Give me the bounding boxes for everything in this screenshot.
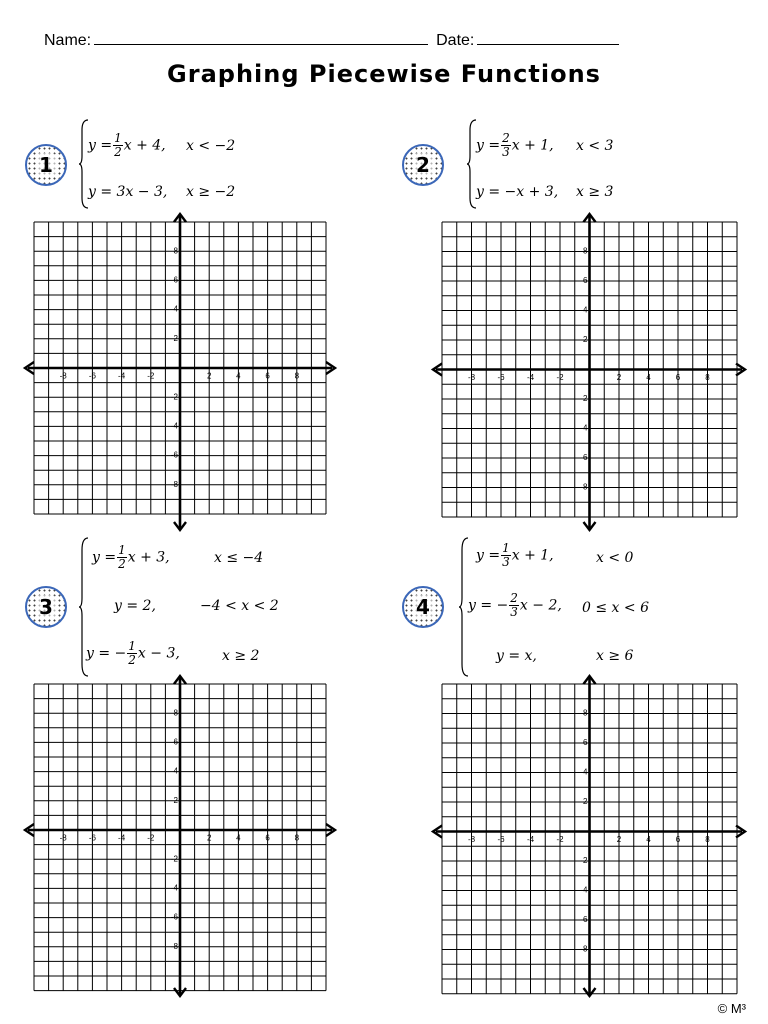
condition: x < 3 (576, 138, 614, 154)
x-tick-label: 4 (646, 835, 651, 845)
y-tick-label: 2 (583, 797, 588, 807)
y-tick-label: -6 (170, 912, 178, 922)
condition: x ≤ −4 (214, 550, 264, 566)
y-tick-label: -8 (170, 941, 178, 951)
x-tick-label: -8 (467, 373, 476, 383)
y-tick-label: -6 (170, 450, 178, 460)
x-tick-label: 2 (616, 835, 622, 845)
equation-piece: y = $\frac{2}{3}$ x + 1, (476, 131, 554, 159)
x-tick-label: -2 (556, 373, 564, 383)
equation-piece: y = 3x − 3, (88, 184, 168, 200)
problem-number-badge (402, 586, 444, 628)
coordinate-grid[interactable] (22, 674, 338, 998)
y-tick-label: 2 (173, 795, 178, 805)
x-tick-label: -6 (497, 373, 505, 383)
y-tick-label: 8 (583, 708, 588, 718)
y-tick-label: 8 (173, 246, 178, 256)
y-tick-label: 6 (173, 275, 178, 285)
y-tick-label: -4 (170, 421, 178, 431)
problem-number-badge (25, 144, 67, 186)
y-tick-label: -6 (580, 915, 588, 925)
problem-number: 3 (36, 595, 56, 619)
problem-number-badge (25, 586, 67, 628)
y-tick-label: -2 (580, 394, 588, 404)
x-tick-label: -2 (147, 371, 155, 381)
equation-piece: y = x, (496, 648, 537, 664)
y-tick-label: -4 (170, 883, 178, 893)
date-field[interactable] (477, 28, 619, 45)
date-label: Date: (436, 32, 475, 49)
y-tick-label: -8 (170, 479, 178, 489)
y-tick-label: 6 (583, 276, 588, 286)
y-tick-label: 4 (173, 304, 178, 314)
equation-piece: y = $\frac{1}{2}$ x + 4, (88, 131, 166, 159)
copyright-text: © M³ (717, 1001, 746, 1016)
y-tick-label: 2 (583, 335, 588, 345)
piecewise-system-2 (466, 118, 726, 210)
y-tick-label: -8 (580, 944, 588, 954)
y-tick-label: 4 (583, 305, 588, 315)
condition: x ≥ 6 (596, 648, 634, 664)
coordinate-grid[interactable] (22, 212, 338, 532)
y-tick-label: 6 (173, 737, 178, 747)
condition: −4 < x < 2 (200, 598, 279, 614)
x-tick-label: 2 (206, 371, 212, 381)
coordinate-grid[interactable] (430, 212, 748, 532)
condition: x < −2 (186, 138, 236, 154)
piecewise-system-3 (78, 536, 358, 678)
condition: x ≥ 3 (576, 184, 614, 200)
condition: x ≥ 2 (222, 648, 260, 664)
condition: x < 0 (596, 550, 634, 566)
coordinate-grid[interactable] (430, 674, 748, 998)
x-tick-label: -6 (88, 833, 96, 843)
x-tick-label: -8 (467, 835, 476, 845)
y-tick-label: -2 (170, 392, 178, 402)
y-tick-label: 6 (583, 738, 588, 748)
condition: 0 ≤ x < 6 (582, 600, 649, 616)
x-tick-label: 6 (265, 371, 270, 381)
page-title: Graphing Piecewise Functions (167, 60, 601, 88)
name-date-header (44, 28, 619, 50)
piecewise-system-4 (458, 536, 748, 678)
x-tick-label: 6 (675, 835, 681, 845)
x-tick-label: -4 (526, 835, 535, 845)
x-tick-label: 4 (236, 371, 241, 381)
x-tick-label: -4 (118, 371, 126, 381)
x-tick-label: -6 (497, 835, 505, 845)
x-tick-label: -6 (88, 371, 96, 381)
problem-number: 4 (413, 595, 433, 619)
y-tick-label: 4 (173, 766, 178, 776)
equation-piece: y = 2, (114, 598, 156, 614)
x-tick-label: -8 (59, 833, 67, 843)
x-tick-label: 2 (616, 373, 622, 383)
equation-piece: y = − $\frac{2}{3}$ x − 2, (468, 591, 562, 619)
y-tick-label: -4 (580, 885, 588, 895)
name-field[interactable] (94, 28, 428, 45)
x-tick-label: 6 (265, 833, 270, 843)
x-tick-label: -4 (118, 833, 126, 843)
x-tick-label: -2 (147, 833, 155, 843)
x-tick-label: 4 (646, 373, 651, 383)
x-tick-label: 4 (236, 833, 241, 843)
x-tick-label: -2 (556, 835, 564, 845)
condition: x ≥ −2 (186, 184, 236, 200)
y-tick-label: -6 (580, 453, 588, 463)
equation-piece: y = $\frac{1}{3}$ x + 1, (476, 541, 554, 569)
equation-piece: y = $\frac{1}{2}$ x + 3, (92, 543, 170, 571)
y-tick-label: -8 (580, 482, 588, 492)
problem-number: 2 (413, 153, 433, 177)
y-tick-label: 8 (583, 246, 588, 256)
x-tick-label: 8 (705, 373, 710, 383)
x-tick-label: -4 (526, 373, 535, 383)
x-tick-label: 8 (294, 833, 300, 843)
y-tick-label: -2 (170, 854, 178, 864)
piecewise-system-1 (78, 118, 338, 210)
x-tick-label: 8 (705, 835, 710, 845)
equation-piece: y = − $\frac{1}{2}$ x − 3, (86, 639, 180, 667)
equation-piece: y = −x + 3, (476, 184, 559, 200)
y-tick-label: -2 (580, 856, 588, 866)
x-tick-label: 6 (675, 373, 681, 383)
problem-number: 1 (36, 153, 56, 177)
x-tick-label: 8 (294, 371, 300, 381)
problem-number-badge (402, 144, 444, 186)
y-tick-label: -4 (580, 423, 588, 433)
y-tick-label: 2 (173, 333, 178, 343)
y-tick-label: 4 (583, 767, 588, 777)
name-label: Name: (44, 32, 92, 49)
y-tick-label: 8 (173, 708, 178, 718)
x-tick-label: 2 (206, 833, 212, 843)
x-tick-label: -8 (59, 371, 67, 381)
